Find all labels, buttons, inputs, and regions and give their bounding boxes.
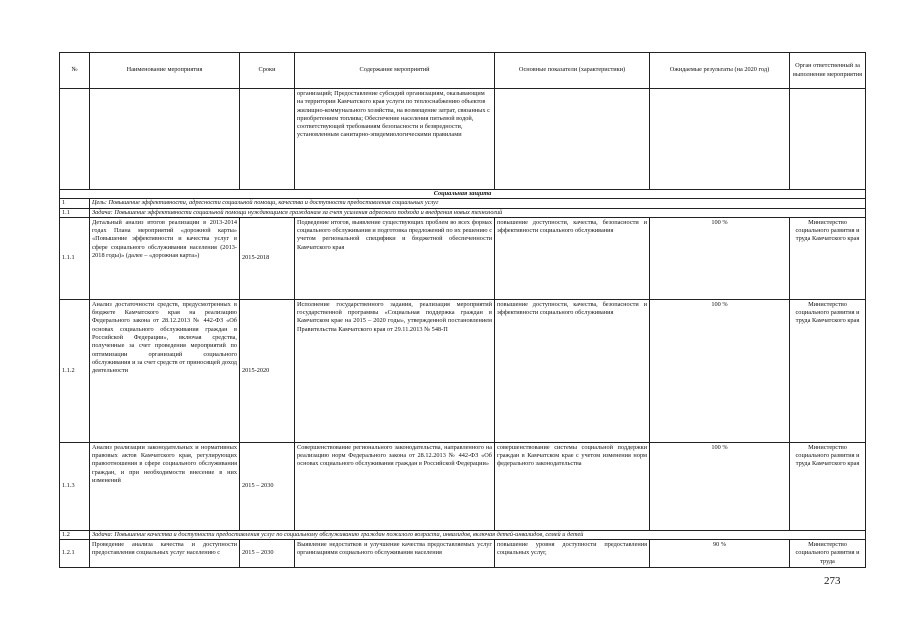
table-row [60,540,866,568]
header-responsible: Орган ответственный за выполнение мероприятия [790,53,866,89]
continuation-content: организаций; Предоставление субсидий организациям, оказывающим на территории Камчатского края услуги по теплоснабжению объектов жилищно-коммунального хозяйства, на возмещение затрат, связанных с приобретением топлива; Обеспечение населения питьевой водой, соответствующей требованиям безопасности и безвредности, установленным санитарно-эпидемиологическими правилами [295,89,495,190]
row-responsible: Министерство социального развития и труда Камчатского края [790,217,866,299]
table-row [60,217,866,299]
row-name: Анализ достаточности средств, предусмотренных в бюджете Камчатского края на реализацию Федерального закона от 28.12.2013 № 442-ФЗ «Об основах социального обслуживания граждан в Российской Федерации», включая средства, полученные за счет проведения мероприятий по оптимизации организаций социального обслуживания и за счет средств от приносящей доход деятельности [90,299,240,442]
header-name: Наименование мероприятия [90,53,240,89]
row-name: Анализ реализации законодательных и нормативных правовых актов Камчатского края, регулирующих правоотношения в сфере социального обслуживания граждан, и при необходимости внесение в них изменений [90,442,240,530]
table-row [60,299,866,442]
row-num: 1.1.2 [60,299,90,442]
row-name: Проведение анализа качества и доступности предоставления социальных услуг населению с [90,540,240,568]
row-responsible: Министерство социального развития и труда Камчатского края [790,442,866,530]
header-terms: Сроки [240,53,295,89]
task1-text: Задача: Повышение эффективности социальной помощи нуждающимся гражданам за счет усиления адресного подхода и внедрения новых технологий [90,208,866,217]
goal-num: 1 [60,199,90,208]
task-row [60,208,866,217]
row-result: 100 % [650,442,790,530]
goal-text: Цель: Повышение эффективности, адресности социальной помощи, качества и доступности предоставления социальных услуг [90,199,866,208]
row-content: Исполнение государственного задания, реализация мероприятий государственной программы «Социальная поддержка граждан в Камчатском крае на 2015 – 2020 годы», утвержденной постановлением Правительства Камчатского края от 29.11.2013 № 548-П [295,299,495,442]
row-num: 1.1.3 [60,442,90,530]
header-indicators: Основные показатели (характеристики) [495,53,650,89]
measures-table [59,52,866,568]
row-content: Совершенствование регионального законодательства, направленного на реализацию норм Федерального закона от 28.12.2013 № 442-ФЗ «Об основах социального обслуживания граждан в Российской Федерации» [295,442,495,530]
row-result: 100 % [650,217,790,299]
goal-row [60,199,866,208]
header-num: № [60,53,90,89]
task1-num: 1.1 [60,208,90,217]
row-num: 1.1.1 [60,217,90,299]
task2-text: Задача: Повышение качества и доступности предоставления услуг по социальному обслуживанию граждан пожилого возраста, инвалидов, включая детей-инвалидов, семей и детей [90,530,866,539]
row-terms: 2015-2020 [240,299,295,442]
task-row [60,530,866,539]
row-num: 1.2.1 [60,540,90,568]
table-row-continuation [60,89,866,190]
section-row [60,190,866,199]
row-indicators: повышение доступности, качества, безопасности и эффективности социального обслуживания [495,217,650,299]
row-indicators: повышение уровня доступности предоставления социальных услуг, [495,540,650,568]
row-responsible: Министерство социального развития и труда [790,540,866,568]
row-content: Выявление недостатков и улучшение качества предоставляемых услуг организациями социального обслуживания населения [295,540,495,568]
task2-num: 1.2 [60,530,90,539]
row-terms: 2015-2018 [240,217,295,299]
table-header-row [60,53,866,89]
row-name: Детальный анализ итогов реализации в 2013-2014 годах Плана мероприятий «дорожной карты» «Повышение эффективности и качества услуг в сфере социального обслуживания населения (2013-2018 годы)» (далее – «дорожная карта») [90,217,240,299]
section-title: Социальная защита [60,190,866,199]
header-results: Ожидаемые результаты (на 2020 год) [650,53,790,89]
row-terms: 2015 – 2030 [240,442,295,530]
table-row [60,442,866,530]
header-content: Содержание мероприятий [295,53,495,89]
row-responsible: Министерство социального развития и труда Камчатского края [790,299,866,442]
row-terms: 2015 – 2030 [240,540,295,568]
row-result: 90 % [650,540,790,568]
row-indicators: повышение доступности, качества, безопасности и эффективности социального обслуживания [495,299,650,442]
row-result: 100 % [650,299,790,442]
row-content: Подведение итогов, выявление существующих проблем во всех формах социального обслуживания и подготовка предложений по их решению с учетом региональной специфики и бюджетной обеспеченности Камчатского края [295,217,495,299]
page-number: 273 [824,575,841,587]
row-indicators: совершенствование системы социальной поддержки граждан в Камчатском крае с учетом изменения норм федерального законодательства [495,442,650,530]
